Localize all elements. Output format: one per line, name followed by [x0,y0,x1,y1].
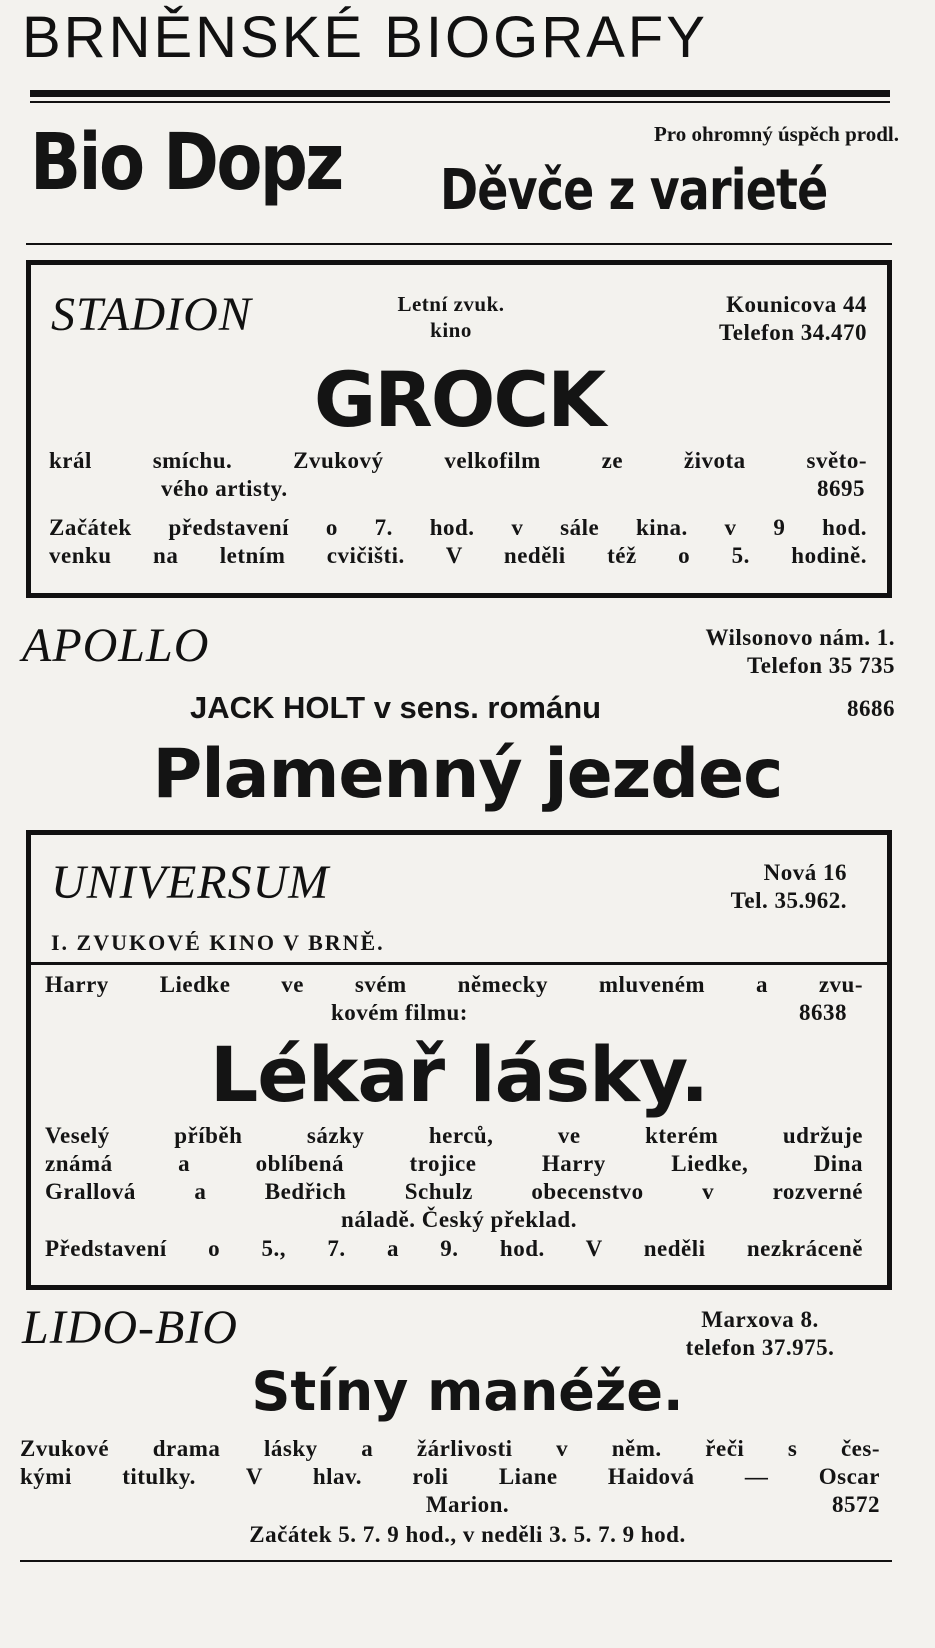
bio-dopz-name: Bio Dopz [30,118,342,208]
universum-ad [26,830,892,1290]
apollo-name: APOLLO [22,619,210,672]
lido-bio-desc-line2: kými titulky. V hlav. roli Liane Haidová — Oscar [20,1464,880,1489]
bottom-rule [20,1560,892,1562]
apollo-film-title: Plamenný jezdec [152,735,783,814]
apollo-ad-code: 8686 [847,696,895,721]
lido-bio-phone: telefon 37.975. [685,1335,835,1360]
lido-bio-desc-line3: Marion. [425,1492,510,1517]
universum-phone: Tel. 35.962. [730,888,847,913]
universum-film-title: Lékař lásky. [209,1030,709,1119]
stadion-ad [26,260,892,598]
universum-divider [31,962,887,965]
stadion-phone: Telefon 34.470 [719,320,867,345]
universum-desc-line2: známá a oblíbená trojice Harry Liedke, Dina [45,1151,863,1176]
stadion-desc-line2: vého artisty. [161,476,288,501]
section-divider [26,243,892,245]
stadion-film-title: GROCK [313,355,605,444]
universum-times: Představení o 5., 7. a 9. hod. V neděli nezkráceně [45,1236,863,1261]
lido-bio-times: Začátek 5. 7. 9 hod., v neděli 3. 5. 7. 9 hod. [249,1522,686,1547]
stadion-ad-code: 8695 [817,476,865,501]
stadion-type-line2: kino [430,318,472,342]
apollo-contact [705,624,895,680]
universum-intro-line1: Harry Liedke ve svém německy mluveném a zvu- [45,972,863,997]
apollo-subtitle: JACK HOLT v sens. románu [190,690,602,725]
universum-intro-line2: kovém filmu: [331,1000,468,1025]
apollo-phone: Telefon 35 735 [747,653,895,678]
universum-desc-line1: Veselý příběh sázky herců, ve kterém udržuje [45,1123,863,1148]
lido-bio-ad-code: 8572 [832,1492,880,1517]
universum-address: Nová 16 [763,860,847,885]
universum-contact [731,859,847,915]
masthead-title: BRNĚNSKÉ BIOGRAFY [22,5,708,70]
lido-bio-desc-line1: Zvukové drama lásky a žárlivosti v něm. řeči s čes- [20,1436,880,1461]
stadion-type-line1: Letní zvuk. [397,292,505,316]
stadion-type [371,291,531,343]
stadion-times-line1: Začátek představení o 7. hod. v sále kina. v 9 hod. [49,515,867,540]
bio-dopz-note: Pro ohromný úspěch prodl. [653,122,899,146]
universum-ad-code: 8638 [799,1000,847,1025]
masthead-rule-thin [30,101,890,103]
masthead-rule [30,90,890,97]
universum-desc-line3: Grallová a Bedřich Schulz obecenstvo v rozverné [45,1179,863,1204]
stadion-desc-line1: král smíchu. Zvukový velkofilm ze života světo- [49,448,867,473]
universum-tagline: I. ZVUKOVÉ KINO V BRNĚ. [51,930,385,955]
lido-bio-film-title: Stíny manéže. [251,1360,684,1423]
apollo-address: Wilsonovo nám. 1. [705,625,895,650]
bio-dopz-film-title: Děvče z varieté [440,158,828,223]
lido-bio-name: LIDO-BIO [22,1301,238,1354]
lido-bio-contact [640,1306,880,1362]
stadion-address: Kounicova 44 [726,292,867,317]
universum-name: UNIVERSUM [51,856,330,909]
stadion-contact [719,291,867,347]
lido-bio-address: Marxova 8. [701,1307,819,1332]
universum-desc-line4: náladě. Český překlad. [341,1207,577,1232]
stadion-name: STADION [51,288,252,341]
stadion-times-line2: venku na letním cvičišti. V neděli též o 5. hodině. [49,543,867,568]
